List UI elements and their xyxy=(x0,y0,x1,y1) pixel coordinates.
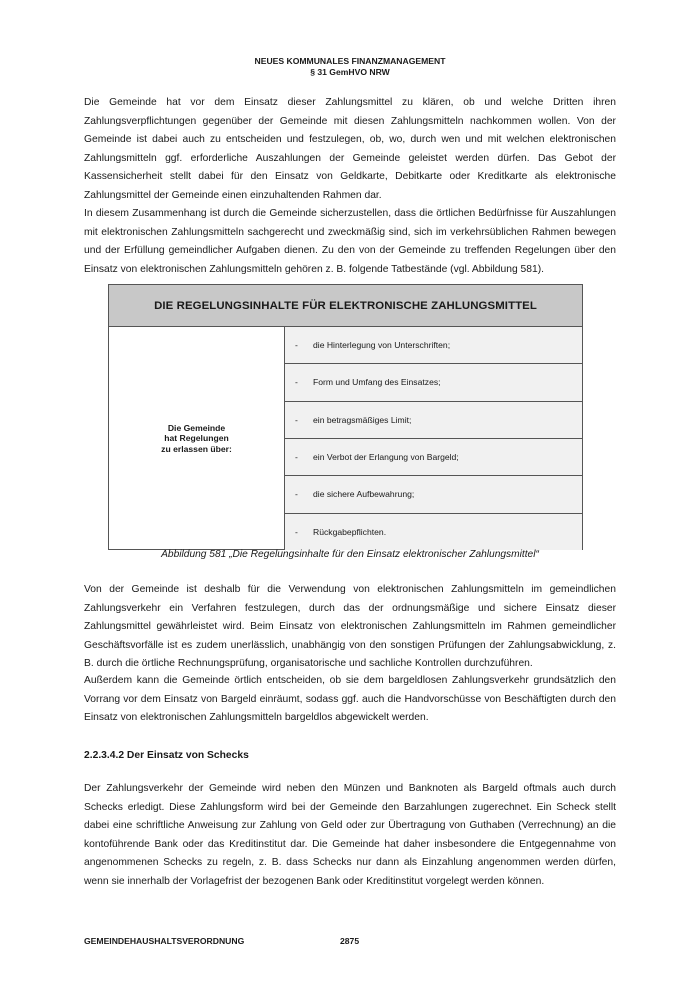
figure-title: DIE REGELUNGSINHALTE FÜR ELEKTRONISCHE ZAHLUNGSMITTEL xyxy=(109,285,582,327)
figure-item xyxy=(285,476,582,513)
dash-marker: - xyxy=(295,526,298,537)
paragraph-5: Der Zahlungsverkehr der Gemeinde wird neben den Münzen und Banknoten als Bargeld oftmals auch durch Schecks erledigt. Diese Zahlungsform wird bei der Gemeinde den Barzahlungen zugerechnet. Ein Scheck stellt dabei eine schriftliche Anweisung zur Zahlung von Geld oder zur Übertragung von Guthaben (Verrechnung) an die kontoführende Bank oder das Kreditinstitut dar. Die Gemeinde hat daher insbesondere die Entgegennahme von angenommenen Schecks zu regeln, z. B. dass Schecks nur dann als Einzahlung angenommen werden dürfen, wenn sie innerhalb der Vorlagefrist der bezogenen Bank oder Kreditinstitut vorgelegt werden können. xyxy=(84,783,616,887)
dash-marker: - xyxy=(295,489,298,500)
figure-item xyxy=(285,364,582,401)
paragraph-2: In diesem Zusammenhang ist durch die Gemeinde sicherzustellen, dass die örtlichen Bedürfnisse für Auszahlungen mit elektronischen Zahlungsmitteln sachgerecht und zweckmäßig sind, sich im verkehrsüblichen Rahmen bewegen und der Erfüllung gemeindlicher Aufgaben dienen. Zu den von der Gemeinde zu treffenden Regelungen über den Einsatz von elektronischen Zahlungsmitteln gehören z. B. folgende Tatbestände (vgl. Abbildung 581). xyxy=(84,208,616,275)
paragraph-3: Von der Gemeinde ist deshalb für die Verwendung von elektronischen Zahlungsmitteln im gemeindlichen Zahlungsverkehr ein Verfahren festzulegen, durch das der ordnungsmäßige und sichere Einsatz dieser Zahlungsmittel gewährleistet wird. Beim Einsatz von elektronischen Zahlungsmitteln im Rahmen gemeindlicher Geschäftsvorfälle ist es zudem unerlässlich, unabhängig von den sonstigen Prüfungen der Zahlungsabwicklung, z. B. durch die örtliche Rechnungsprüfung, organisatorische und sachliche Kontrollen durchzuführen. xyxy=(84,584,616,670)
figure-item-list xyxy=(285,327,582,550)
header-subtitle: § 31 GemHVO NRW xyxy=(310,67,390,77)
figure-body xyxy=(109,327,582,550)
dash-marker: - xyxy=(295,340,298,351)
dash-marker: - xyxy=(295,377,298,388)
footer-title: GEMEINDEHAUSHALTSVERORDNUNG xyxy=(84,936,245,946)
section-heading: 2.2.3.4.2 Der Einsatz von Schecks xyxy=(84,750,249,761)
figure-item-text: ein Verbot der Erlangung von Bargeld; xyxy=(313,452,459,463)
figure-item-text: die sichere Aufbewahrung; xyxy=(313,489,415,500)
figure-item xyxy=(285,402,582,439)
figure-item-text: Rückgabepflichten. xyxy=(313,526,387,537)
figure-item-text: Form und Umfang des Einsatzes; xyxy=(313,377,441,388)
page-number: 2875 xyxy=(340,936,360,946)
page-header xyxy=(0,56,700,78)
figure-item xyxy=(285,514,582,550)
figure-caption: Abbildung 581 „Die Regelungsinhalte für den Einsatz elektronischer Zahlungsmittel“ xyxy=(161,549,539,560)
paragraph-4: Außerdem kann die Gemeinde örtlich entscheiden, ob sie dem bargeldlosen Zahlungsverkehr grundsätzlich den Vorrang vor dem Einsatz von Bargeld einräumt, sodass ggf. auch die Handvorschüsse von Beschäftigten durch den Einsatz von elektronischen Zahlungsmitteln bargeldlos abgewickelt werden. xyxy=(84,675,616,724)
figure-item xyxy=(285,327,582,364)
figure-item xyxy=(285,439,582,476)
header-title: NEUES KOMMUNALES FINANZMANAGEMENT xyxy=(254,56,446,66)
dash-marker: - xyxy=(295,452,298,463)
dash-marker: - xyxy=(295,414,298,425)
figure-left-label: Die Gemeinde hat Regelungen zu erlassen über: xyxy=(109,327,285,550)
paragraph-1: Die Gemeinde hat vor dem Einsatz dieser Zahlungsmittel zu klären, ob und welche Dritten ihren Zahlungsverpflichtungen gegenüber der Gemeinde mit diesen Zahlungsmitteln nachkommen wollen. Von der Gemeinde ist dabei auch zu entscheiden und festzulegen, ob, wo, durch wen und mit welchen elektronischen Zahlungsmitteln ggf. erforderliche Auszahlungen der Gemeinde geleistet werden dürfen. Das Gebot der Kassensicherheit stellt dabei für den Einsatz von Geldkarte, Debitkarte oder Kreditkarte als elektronische Zahlungsmittel der Gemeinde einen einzuhaltenden Rahmen dar. xyxy=(84,97,616,201)
figure-regelungsinhalte xyxy=(108,284,583,550)
figure-item-text: ein betragsmäßiges Limit; xyxy=(313,414,412,425)
figure-item-text: die Hinterlegung von Unterschriften; xyxy=(313,340,451,351)
